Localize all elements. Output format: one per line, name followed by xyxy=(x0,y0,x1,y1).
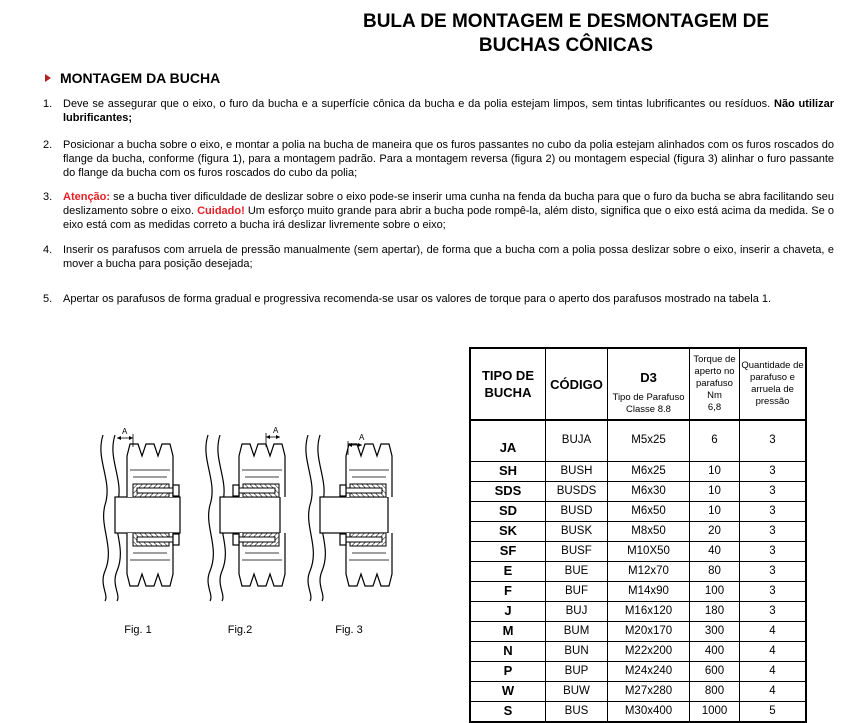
step-emphasis: Não utilizar lubrificantes; xyxy=(63,98,834,124)
header-label: TIPO DE BUCHA xyxy=(481,368,534,400)
triangle-bullet-icon xyxy=(45,74,51,82)
header-d3 xyxy=(608,348,690,420)
cell-screw: M27x280 xyxy=(608,681,690,701)
cell-screw: M6x50 xyxy=(608,501,690,521)
cell-code: BUW xyxy=(546,681,608,701)
step-text-part: Deve se assegurar que o eixo, o furo da bucha e a superfície cônica da bucha e da polia estejam limpos, sem tintas lubrificantes ou resíduos. xyxy=(63,98,774,110)
header-sublabel: Nm xyxy=(707,390,722,401)
table-row xyxy=(470,420,806,461)
cell-code: BUN xyxy=(546,641,608,661)
header-sublabel: Tipo de Parafuso xyxy=(612,392,685,403)
document-title xyxy=(300,10,832,58)
cell-screw: M6x30 xyxy=(608,481,690,501)
header-sublabel: aperto no xyxy=(694,366,735,377)
step-text-part: Posicionar a bucha sobre o eixo, e montar a polia na bucha de maneira que os furos passantes no cubo da polia estejam alinhados com os furos roscados do flange da bucha, conforme (figura 1), para a montagem padrão. Para a montagem reversa (figura 2) ou montagem especial (figura 3) alinhar o furo passante do flange da bucha com os furos roscados do cubo da polia; xyxy=(63,139,834,179)
step-number: 3. xyxy=(43,191,53,203)
cell-screw: M16x120 xyxy=(608,601,690,621)
cell-torque: 100 xyxy=(690,581,740,601)
cell-code: BUSD xyxy=(546,501,608,521)
shaft xyxy=(115,497,180,533)
step-text xyxy=(63,292,834,306)
cell-quantity: 3 xyxy=(740,461,807,481)
cell-code: BUSH xyxy=(546,461,608,481)
cell-code: BUE xyxy=(546,561,608,581)
step-text-part: Apertar os parafusos de forma gradual e progressiva recomenda-se usar os valores de torque para o aperto dos parafusos mostrado na tabela 1. xyxy=(63,293,772,305)
cell-code: BUSF xyxy=(546,541,608,561)
step-number: 2. xyxy=(43,139,53,151)
cell-screw: M30x400 xyxy=(608,701,690,722)
cell-code: BUS xyxy=(546,701,608,722)
dimension-label: A xyxy=(122,427,128,436)
title-line-1: BULA DE MONTAGEM E DESMONTAGEM DE xyxy=(362,11,770,32)
figure-1-drawing xyxy=(101,427,180,601)
table-header-row xyxy=(470,348,806,420)
dimension-label: A xyxy=(273,426,279,435)
cell-quantity: 4 xyxy=(740,661,807,681)
cell-torque: 10 xyxy=(690,461,740,481)
step-number: 1. xyxy=(43,98,53,110)
cell-torque: 40 xyxy=(690,541,740,561)
header-sublabel: parafuso e xyxy=(750,372,795,383)
step-text xyxy=(63,138,834,180)
torque-table xyxy=(469,347,807,723)
header-sublabel: arruela de xyxy=(751,384,794,395)
cell-quantity: 3 xyxy=(740,420,807,461)
figure-3-label: Fig. 3 xyxy=(335,624,363,636)
attention-label: Atenção: xyxy=(63,191,111,203)
shaft xyxy=(320,497,388,533)
cell-torque: 600 xyxy=(690,661,740,681)
cell-torque: 20 xyxy=(690,521,740,541)
step-text-part: se a bucha tiver dificuldade de deslizar sobre o eixo pode-se inserir uma cunha na fenda da bucha para que o furo da bucha se abra facilitando seu deslizamento sobre o eixo. xyxy=(63,191,834,217)
cell-quantity: 3 xyxy=(740,581,807,601)
figure-3-drawing xyxy=(306,433,392,601)
cell-torque: 1000 xyxy=(690,701,740,722)
table-row xyxy=(470,621,806,641)
cell-screw: M6x25 xyxy=(608,461,690,481)
table-row xyxy=(470,461,806,481)
cell-quantity: 3 xyxy=(740,541,807,561)
cell-screw: M20x170 xyxy=(608,621,690,641)
cell-screw: M22x200 xyxy=(608,641,690,661)
header-quantity xyxy=(740,348,807,420)
cell-torque: 6 xyxy=(690,420,740,461)
header-sublabel: Classe 8.8 xyxy=(626,404,671,415)
cell-quantity: 4 xyxy=(740,641,807,661)
cell-code: BUP xyxy=(546,661,608,681)
header-label: CÓDIGO xyxy=(550,376,603,392)
cell-code: BUJ xyxy=(546,601,608,621)
cell-code: BUF xyxy=(546,581,608,601)
cell-quantity: 3 xyxy=(740,521,807,541)
table-row xyxy=(470,601,806,621)
table-row xyxy=(470,521,806,541)
cell-torque: 80 xyxy=(690,561,740,581)
cell-torque: 10 xyxy=(690,501,740,521)
cell-code: BUM xyxy=(546,621,608,641)
cell-bush-type: J xyxy=(470,601,546,621)
cell-screw: M24x240 xyxy=(608,661,690,681)
step-text xyxy=(63,190,834,232)
header-label: D3 xyxy=(640,370,657,385)
cell-bush-type: W xyxy=(470,681,546,701)
header-sublabel: Torque de xyxy=(693,354,736,365)
shaft xyxy=(220,497,280,533)
cell-torque: 400 xyxy=(690,641,740,661)
cell-quantity: 3 xyxy=(740,561,807,581)
table-row xyxy=(470,581,806,601)
figure-1-label: Fig. 1 xyxy=(124,624,152,636)
step-text-part: Um esforço muito grande para abrir a bucha pode rompê-la, além disto, significa que o eixo está acima da medida. Se o eixo está com as medidas correto a bucha irá deslizar livremente sobre o eixo; xyxy=(63,205,834,231)
cell-torque: 300 xyxy=(690,621,740,641)
cell-code: BUJA xyxy=(546,420,608,461)
table-row xyxy=(470,541,806,561)
cell-quantity: 5 xyxy=(740,701,807,722)
cell-bush-type: E xyxy=(470,561,546,581)
cell-screw: M10X50 xyxy=(608,541,690,561)
header-sublabel: parafuso xyxy=(696,378,733,389)
cell-quantity: 4 xyxy=(740,681,807,701)
cell-quantity: 3 xyxy=(740,481,807,501)
step-text xyxy=(63,97,834,125)
header-sublabel: pressão xyxy=(755,396,790,407)
cell-quantity: 4 xyxy=(740,621,807,641)
cell-screw: M8x50 xyxy=(608,521,690,541)
header-code xyxy=(546,348,608,420)
step-text-part: Inserir os parafusos com arruela de pressão manualmente (sem apertar), de forma que a bucha com a polia possa deslizar sobre o eixo, inserir a chaveta, e mover a bucha para posição desejada; xyxy=(63,244,834,270)
cell-bush-type: P xyxy=(470,661,546,681)
step-text xyxy=(63,243,834,271)
table-row xyxy=(470,561,806,581)
cell-quantity: 3 xyxy=(740,501,807,521)
cell-bush-type: SDS xyxy=(470,481,546,501)
cell-bush-type: JA xyxy=(470,420,546,461)
cell-quantity: 3 xyxy=(740,601,807,621)
cell-bush-type: S xyxy=(470,701,546,722)
table-row xyxy=(470,501,806,521)
step-number: 5. xyxy=(43,293,53,305)
cell-torque: 800 xyxy=(690,681,740,701)
table-row xyxy=(470,481,806,501)
cell-screw: M14x90 xyxy=(608,581,690,601)
dimension-label: A xyxy=(359,433,365,442)
cell-bush-type: N xyxy=(470,641,546,661)
cell-bush-type: SF xyxy=(470,541,546,561)
cell-torque: 10 xyxy=(690,481,740,501)
cell-code: BUSK xyxy=(546,521,608,541)
table-row xyxy=(470,661,806,681)
cell-screw: M5x25 xyxy=(608,420,690,461)
section-heading: MONTAGEM DA BUCHA xyxy=(60,70,221,86)
header-sublabel: Quantidade de xyxy=(741,360,804,371)
cell-bush-type: SH xyxy=(470,461,546,481)
table-row xyxy=(470,641,806,661)
cell-screw: M12x70 xyxy=(608,561,690,581)
figure-2-drawing xyxy=(206,426,285,601)
step-number: 4. xyxy=(43,244,53,256)
cell-torque: 180 xyxy=(690,601,740,621)
mounting-figures xyxy=(80,420,420,615)
header-torque xyxy=(690,348,740,420)
header-bush-type xyxy=(470,348,546,420)
table-row xyxy=(470,701,806,722)
table-row xyxy=(470,681,806,701)
table-body xyxy=(470,420,806,722)
cell-bush-type: M xyxy=(470,621,546,641)
cell-bush-type: SD xyxy=(470,501,546,521)
cell-code: BUSDS xyxy=(546,481,608,501)
cell-bush-type: F xyxy=(470,581,546,601)
caution-label: Cuidado! xyxy=(197,205,245,217)
cell-bush-type: SK xyxy=(470,521,546,541)
figure-2-label: Fig.2 xyxy=(227,624,253,636)
title-line-2: BUCHAS CÔNICAS xyxy=(478,35,654,56)
header-sublabel: 6,8 xyxy=(707,402,722,413)
